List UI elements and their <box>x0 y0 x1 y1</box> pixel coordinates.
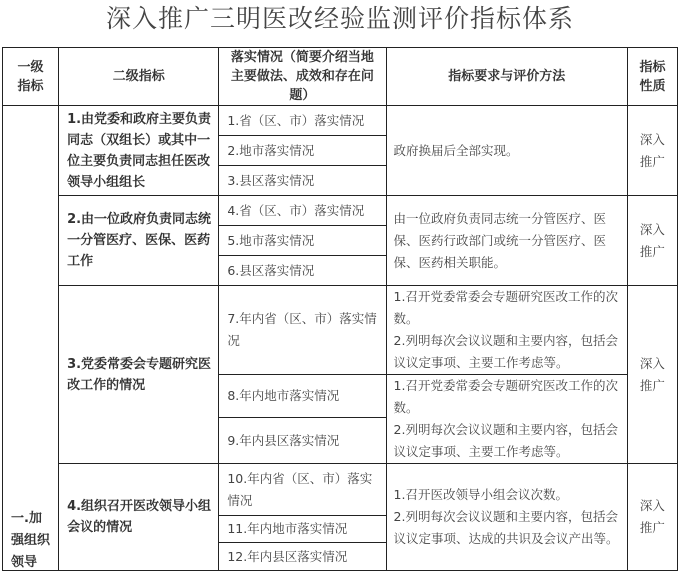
requirement-cell: 1.召开医改领导小组会议次数。 2.列明每次会议议题和主要内容，包括会议议定事项、达成的共识及会议产出等。 <box>386 464 627 571</box>
implementation-cell: 10.年内省（区、市）落实情况 <box>219 464 386 516</box>
implementation-cell: 4.省（区、市）落实情况 <box>219 196 386 226</box>
level2-indicator: 2.由一位政府负责同志统一分管医疗、医保、医药工作 <box>59 196 219 286</box>
header-level1: 一级指标 <box>3 48 59 106</box>
table-row <box>3 196 678 226</box>
level2-indicator: 1.由党委和政府主要负责同志（双组长）或其中一位主要负责同志担任医改领导小组组长 <box>59 106 219 196</box>
implementation-cell: 12.年内县区落实情况 <box>219 543 386 571</box>
document-title: 深入推广三明医改经验监测评价指标体系 <box>105 4 574 33</box>
implementation-cell: 3.县区落实情况 <box>219 166 386 196</box>
level1-indicator-cell <box>3 106 59 571</box>
implementation-cell: 1.省（区、市）落实情况 <box>219 106 386 136</box>
level1-indicator: 一.加强组织领导 <box>11 511 51 570</box>
header-implementation: 落实情况（简要介绍当地主要做法、成效和存在问题） <box>219 48 386 106</box>
implementation-cell: 11.年内地市落实情况 <box>219 516 386 543</box>
header-level2: 二级指标 <box>59 48 219 106</box>
requirement-cell: 1.召开党委常委会专题研究医改工作的次数。 2.列明每次会议议题和主要内容，包括会议议定事项、主要工作考虑等。 <box>386 375 627 464</box>
level2-indicator: 4.组织召开医改领导小组会议的情况 <box>59 464 219 571</box>
table-row <box>3 464 678 516</box>
header-requirement: 指标要求与评价方法 <box>386 48 627 106</box>
requirement-cell: 由一位政府负责同志统一分管医疗、医保、医药行政部门或统一分管医疗、医保、医药相关职能。 <box>386 196 627 286</box>
nature-cell: 深入推广 <box>627 286 677 464</box>
level2-indicator: 3.党委常委会专题研究医改工作的情况 <box>59 286 219 464</box>
header-row <box>3 48 678 106</box>
implementation-cell: 9.年内县区落实情况 <box>219 418 386 464</box>
requirement-cell: 1.召开党委常委会专题研究医改工作的次数。 2.列明每次会议议题和主要内容，包括会议议定事项、主要工作考虑等。 <box>386 286 627 375</box>
implementation-cell: 5.地市落实情况 <box>219 226 386 256</box>
implementation-cell: 7.年内省（区、市）落实情况 <box>219 286 386 375</box>
implementation-cell: 8.年内地市落实情况 <box>219 375 386 418</box>
nature-cell: 深入推广 <box>627 196 677 286</box>
table-row <box>3 286 678 375</box>
nature-cell: 深入推广 <box>627 464 677 571</box>
implementation-cell: 2.地市落实情况 <box>219 136 386 166</box>
table-row <box>3 106 678 136</box>
indicator-table <box>2 47 678 571</box>
requirement-cell: 政府换届后全部实现。 <box>386 106 627 196</box>
header-nature: 指标性质 <box>627 48 677 106</box>
nature-cell: 深入推广 <box>627 106 677 196</box>
implementation-cell: 6.县区落实情况 <box>219 256 386 286</box>
